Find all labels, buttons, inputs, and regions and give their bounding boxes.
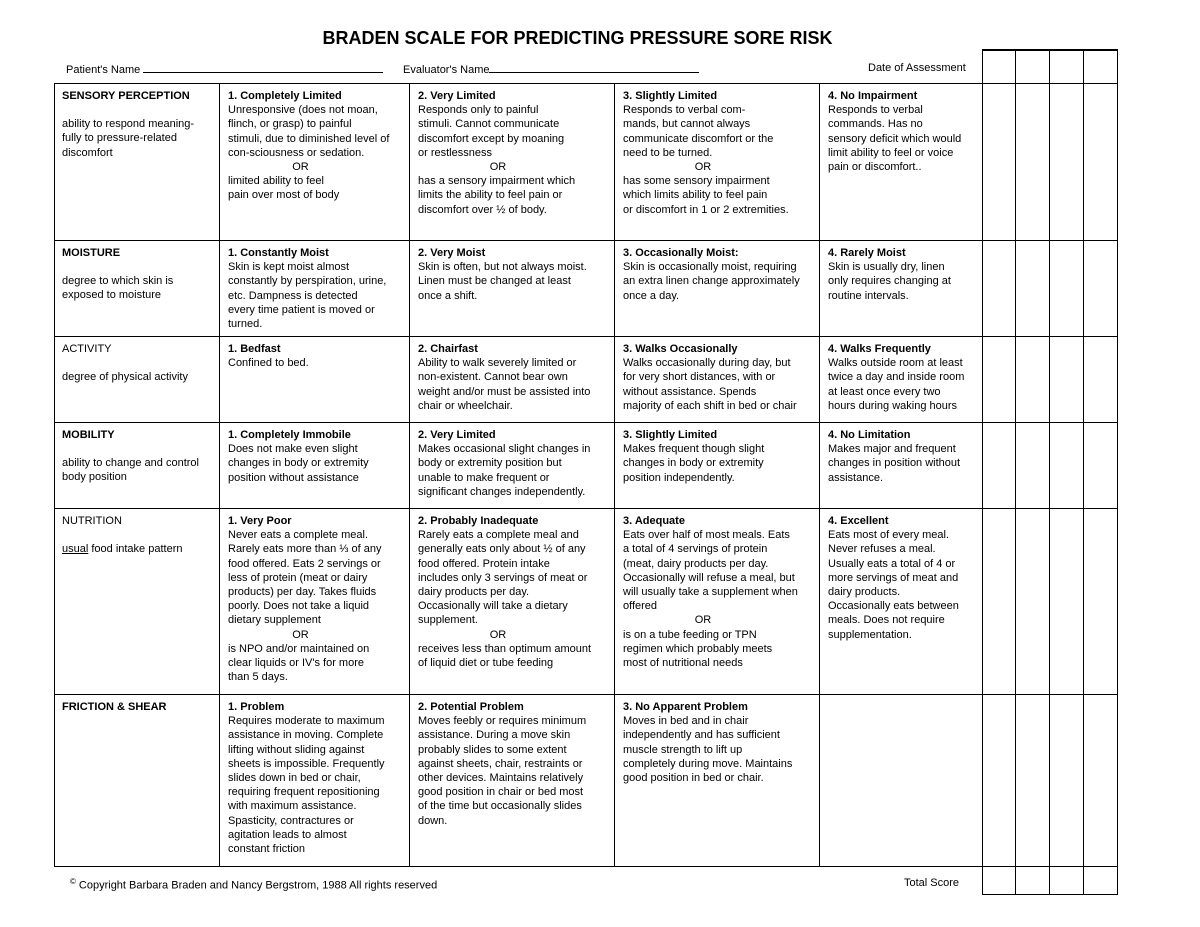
- score-cell[interactable]: [982, 241, 1016, 337]
- level-description-line: limit ability to feel or voice: [828, 146, 954, 159]
- level-description-line: receives less than optimum amount: [418, 642, 592, 655]
- level-title: 2. Very Moist: [418, 247, 486, 259]
- level-description-line: a total of 4 servings of protein: [623, 543, 768, 556]
- level-description-line: Makes major and frequent: [828, 443, 956, 456]
- level-description-line: body or extremity position but: [418, 457, 562, 470]
- level-description-line: which limits ability to feel pain: [623, 189, 768, 202]
- patient-name-label: Patient's Name: [66, 64, 141, 76]
- level-description-line: or restlessness: [418, 146, 492, 159]
- criterion-description-line: fully to pressure-related: [62, 132, 177, 145]
- level-description-line: constantly by perspiration, urine,: [228, 275, 387, 288]
- level-4-nutrition: [820, 509, 983, 695]
- score-columns: [982, 49, 1118, 895]
- level-description-line: independently and has sufficient: [623, 729, 780, 742]
- level-description-line: Confined to bed.: [228, 357, 309, 370]
- level-description-line: offered: [623, 600, 658, 613]
- level-description-line: every time patient is moved or: [228, 303, 375, 316]
- or-separator: OR: [489, 161, 507, 174]
- or-separator: OR: [694, 614, 712, 627]
- copyright-text: Copyright Barbara Braden and Nancy Bergstrom, 1988 All rights reserved: [78, 879, 438, 892]
- level-description-line: Never refuses a meal.: [828, 543, 936, 556]
- level-description-line: Walks outside room at least: [828, 357, 963, 370]
- level-description-line: limited ability to feel: [228, 175, 324, 188]
- level-description-line: of liquid diet or tube feeding: [418, 657, 554, 670]
- level-description-line: is NPO and/or maintained on: [228, 642, 370, 655]
- level-description-line: requiring frequent repositioning: [228, 786, 380, 799]
- patient-name-field[interactable]: [66, 61, 383, 77]
- level-description-line: unable to make frequent or: [418, 471, 550, 484]
- level-description-line: chair or wheelchair.: [418, 399, 513, 412]
- level-2-sensory-perception: [410, 84, 615, 241]
- level-description-line: poorly. Does not take a liquid: [228, 600, 370, 613]
- score-cell[interactable]: [1016, 423, 1050, 509]
- level-description-line: position independently.: [623, 471, 735, 484]
- evaluator-name-line[interactable]: [489, 61, 699, 73]
- patient-name-line[interactable]: [143, 61, 383, 73]
- level-description-line: twice a day and inside room: [828, 371, 965, 384]
- level-description-line: Responds only to painful: [418, 104, 539, 117]
- level-description-line: Occasionally eats between: [828, 600, 959, 613]
- level-description-line: weight and/or must be assisted into: [418, 385, 591, 398]
- level-description-line: includes only 3 servings of meat or: [418, 571, 588, 584]
- level-title: 4. No Limitation: [828, 429, 911, 441]
- criterion-description-line: degree to which skin is: [62, 275, 174, 288]
- or-separator: OR: [489, 628, 507, 641]
- level-description-line: or discomfort in 1 or 2 extremities.: [623, 203, 789, 216]
- level-description-line: Requires moderate to maximum: [228, 715, 385, 728]
- criterion-description: [62, 370, 213, 384]
- level-description-line: pain or discomfort..: [828, 161, 922, 174]
- level-description-line: Never eats a complete meal.: [228, 529, 369, 542]
- level-title: 2. Very Limited: [418, 429, 496, 441]
- level-title: 3. Slightly Limited: [623, 90, 718, 102]
- level-description-line: Rarely eats a complete meal and: [418, 529, 579, 542]
- level-description-line: with maximum assistance.: [228, 800, 357, 813]
- level-title: 2. Very Limited: [418, 90, 496, 102]
- level-description-line: sheets is impossible. Frequently: [228, 757, 385, 770]
- level-description-line: assistance. During a move skin: [418, 729, 571, 742]
- score-cell[interactable]: [1016, 241, 1050, 337]
- level-1-activity: [220, 337, 410, 423]
- level-description-line: assistance in moving. Complete: [228, 729, 384, 742]
- level-description-line: products) per day. Takes fluids: [228, 586, 377, 599]
- date-of-assessment-label: Date of Assessment: [868, 62, 966, 74]
- level-description-line: etc. Dampness is detected: [228, 289, 358, 302]
- level-description-line: stimuli, due to diminished level of: [228, 132, 390, 145]
- level-3-sensory-perception: [615, 84, 820, 241]
- level-description-line: Occasionally will refuse a meal, but: [623, 571, 795, 584]
- level-description-line: Skin is often, but not always moist.: [418, 261, 587, 274]
- level-description-line: will usually take a supplement when: [623, 586, 798, 599]
- level-description-line: Walks occasionally during day, but: [623, 357, 791, 370]
- level-3-mobility: [615, 423, 820, 509]
- level-description-line: commands. Has no: [828, 118, 923, 131]
- total-score-cell[interactable]: [1016, 867, 1050, 895]
- criterion-activity: [55, 337, 220, 423]
- level-4-moisture: [820, 241, 983, 337]
- level-description-line: for very short distances, with or: [623, 371, 776, 384]
- level-description-line: once a shift.: [418, 289, 478, 302]
- level-description-line: only requires changing at: [828, 275, 951, 288]
- level-title: 1. Completely Limited: [228, 90, 342, 102]
- level-2-activity: [410, 337, 615, 423]
- level-description-line: food offered. Protein intake: [418, 557, 550, 570]
- level-title: 3. Adequate: [623, 515, 685, 527]
- score-cell[interactable]: [1084, 84, 1118, 241]
- level-description-line: discomfort over ½ of body.: [418, 203, 547, 216]
- level-2-moisture: [410, 241, 615, 337]
- criterion-description-line: degree of physical activity: [62, 371, 188, 384]
- level-description-line: Responds to verbal com-: [623, 104, 746, 117]
- level-description-line: Makes occasional slight changes in: [418, 443, 591, 456]
- level-description-line: Occasionally will take a dietary: [418, 600, 568, 613]
- level-description-line: is on a tube feeding or TPN: [623, 628, 757, 641]
- criterion-name: ACTIVITY: [62, 343, 112, 355]
- criterion-description: [62, 117, 213, 160]
- level-description-line: Eats over half of most meals. Eats: [623, 529, 790, 542]
- level-description-line: sensory deficit which would: [828, 132, 962, 145]
- level-description-line: Ability to walk severely limited or: [418, 357, 577, 370]
- criterion-nutrition: [55, 509, 220, 695]
- assessment-date-cell[interactable]: [1016, 50, 1050, 84]
- level-description-line: con-sciousness or sedation.: [228, 146, 365, 159]
- level-description-line: completely during move. Maintains: [623, 757, 793, 770]
- level-1-moisture: [220, 241, 410, 337]
- criterion-description-line: ability to change and control: [62, 457, 199, 470]
- level-description-line: once a day.: [623, 289, 680, 302]
- score-cell[interactable]: [1050, 241, 1084, 337]
- level-4-friction-shear: [820, 695, 983, 867]
- level-description-line: flinch, or grasp) to painful: [228, 118, 352, 131]
- evaluator-name-label: Evaluator's Name: [403, 64, 490, 76]
- criterion-mobility: [55, 423, 220, 509]
- criterion-moisture: [55, 241, 220, 337]
- level-1-friction-shear: [220, 695, 410, 867]
- criterion-name: FRICTION & SHEAR: [62, 701, 167, 713]
- criterion-description: [62, 274, 213, 302]
- score-cell[interactable]: [1084, 423, 1118, 509]
- level-title: 2. Chairfast: [418, 343, 478, 355]
- level-1-sensory-perception: [220, 84, 410, 241]
- level-title: 1. Constantly Moist: [228, 247, 329, 259]
- level-description-line: changes in body or extremity: [623, 457, 764, 470]
- level-description-line: need to be turned.: [623, 146, 713, 159]
- level-2-mobility: [410, 423, 615, 509]
- level-description-line: good position in bed or chair.: [623, 772, 764, 785]
- level-4-mobility: [820, 423, 983, 509]
- score-cell[interactable]: [1016, 84, 1050, 241]
- level-description-line: Spasticity, contractures or: [228, 814, 354, 827]
- criterion-name: SENSORY PERCEPTION: [62, 90, 190, 102]
- level-description-line: of the time but occasionally slides: [418, 800, 582, 813]
- score-cell[interactable]: [1084, 241, 1118, 337]
- level-description-line: assistance.: [828, 471, 884, 484]
- score-cell[interactable]: [982, 337, 1016, 423]
- assessment-date-cell[interactable]: [982, 50, 1016, 84]
- criterion-description: [62, 456, 213, 484]
- level-description-line: stimuli. Cannot communicate: [418, 118, 560, 131]
- criterion-description-line: exposed to moisture: [62, 289, 162, 302]
- score-cell[interactable]: [1050, 84, 1084, 241]
- level-description-line: down.: [418, 814, 448, 827]
- score-cell[interactable]: [1084, 695, 1118, 867]
- level-description-line: Unresponsive (does not moan,: [228, 104, 378, 117]
- braden-scale-table: [54, 83, 983, 867]
- level-description-line: routine intervals.: [828, 289, 909, 302]
- score-cell[interactable]: [982, 84, 1016, 241]
- level-title: 1. Problem: [228, 701, 285, 713]
- level-description-line: hours during waking hours: [828, 399, 958, 412]
- level-description-line: food offered. Eats 2 servings or: [228, 557, 381, 570]
- level-2-friction-shear: [410, 695, 615, 867]
- level-description-line: agitation leads to almost: [228, 828, 347, 841]
- level-description-line: regimen which probably meets: [623, 642, 773, 655]
- level-description-line: limits the ability to feel pain or: [418, 189, 563, 202]
- level-description-line: Makes frequent though slight: [623, 443, 765, 456]
- level-description-line: dairy products per day.: [418, 586, 530, 599]
- level-title: 4. Excellent: [828, 515, 889, 527]
- assessment-date-cell[interactable]: [1084, 50, 1118, 84]
- level-description-line: has a sensory impairment which: [418, 175, 576, 188]
- level-description-line: than 5 days.: [228, 671, 288, 684]
- criterion-name: MOBILITY: [62, 429, 115, 441]
- level-3-activity: [615, 337, 820, 423]
- score-cell[interactable]: [982, 695, 1016, 867]
- level-description-line: at least once every two: [828, 385, 941, 398]
- level-description-line: (meat, dairy products per day.: [623, 557, 769, 570]
- level-description-line: meals. Does not require: [828, 614, 945, 627]
- level-description-line: supplement.: [418, 614, 478, 627]
- level-4-activity: [820, 337, 983, 423]
- assessment-date-cell[interactable]: [1050, 50, 1084, 84]
- level-title: 3. No Apparent Problem: [623, 701, 748, 713]
- level-title: 3. Occasionally Moist:: [623, 247, 739, 259]
- level-title: 1. Bedfast: [228, 343, 281, 355]
- criterion-name: MOISTURE: [62, 247, 121, 259]
- level-description-line: Usually eats a total of 4 or: [828, 557, 956, 570]
- level-title: 1. Very Poor: [228, 515, 292, 527]
- level-description-line: turned.: [228, 318, 263, 331]
- level-description-line: dietary supplement: [228, 614, 321, 627]
- level-description-line: communicate discomfort or the: [623, 132, 774, 145]
- level-description-line: Linen must be changed at least: [418, 275, 571, 288]
- level-description-line: Moves feebly or requires minimum: [418, 715, 587, 728]
- or-separator: OR: [694, 161, 712, 174]
- level-title: 4. No Impairment: [828, 90, 918, 102]
- level-4-sensory-perception: [820, 84, 983, 241]
- total-score-cell[interactable]: [1084, 867, 1118, 895]
- level-description-line: mands, but cannot always: [623, 118, 751, 131]
- score-cell[interactable]: [1016, 509, 1050, 695]
- level-description-line: Responds to verbal: [828, 104, 923, 117]
- criterion-sensory-perception: [55, 84, 220, 241]
- level-title: 2. Potential Problem: [418, 701, 524, 713]
- criterion-description-line: body position: [62, 471, 127, 484]
- criterion-friction-shear: [55, 695, 220, 867]
- level-description-line: probably slides to some extent: [418, 743, 567, 756]
- level-description-line: less of protein (meat or dairy: [228, 571, 368, 584]
- criterion-description-text: food intake pattern: [88, 543, 183, 556]
- copyright-symbol: ©: [70, 877, 76, 886]
- level-description-line: clear liquids or IV's for more: [228, 657, 364, 670]
- criterion-description-line: discomfort: [62, 146, 113, 159]
- level-title: 3. Walks Occasionally: [623, 343, 738, 355]
- score-cell[interactable]: [1050, 423, 1084, 509]
- level-description-line: Eats most of every meal.: [828, 529, 950, 542]
- score-cell[interactable]: [1016, 337, 1050, 423]
- level-description-line: slides down in bed or chair,: [228, 772, 361, 785]
- evaluator-name-field[interactable]: [403, 61, 699, 77]
- score-cell[interactable]: [1050, 695, 1084, 867]
- level-description-line: Does not make even slight: [228, 443, 358, 456]
- level-description-line: an extra linen change approximately: [623, 275, 800, 288]
- score-cell[interactable]: [1084, 509, 1118, 695]
- level-description-line: Rarely eats more than ⅓ of any: [228, 543, 382, 556]
- level-title: 1. Completely Immobile: [228, 429, 351, 441]
- total-score-cell[interactable]: [982, 867, 1016, 895]
- level-description-line: muscle strength to lift up: [623, 743, 743, 756]
- level-3-nutrition: [615, 509, 820, 695]
- or-separator: OR: [292, 628, 309, 641]
- level-description-line: discomfort except by moaning: [418, 132, 565, 145]
- level-description-line: changes in body or extremity: [228, 457, 369, 470]
- level-description-line: without assistance. Spends: [623, 385, 757, 398]
- level-1-mobility: [220, 423, 410, 509]
- level-title: 2. Probably Inadequate: [418, 515, 539, 527]
- level-description-line: more servings of meat and: [828, 571, 959, 584]
- level-description-line: has some sensory impairment: [623, 175, 770, 188]
- level-description-line: pain over most of body: [228, 189, 340, 202]
- level-description-line: supplementation.: [828, 628, 912, 641]
- level-description-line: significant changes independently.: [418, 485, 586, 498]
- criterion-description: [62, 542, 213, 556]
- score-cell[interactable]: [1084, 337, 1118, 423]
- level-description-line: other devices. Maintains relatively: [418, 772, 584, 785]
- score-cell[interactable]: [1050, 509, 1084, 695]
- level-description-line: changes in position without: [828, 457, 961, 470]
- level-description-line: Skin is kept moist almost: [228, 261, 350, 274]
- level-description-line: majority of each shift in bed or chair: [623, 399, 797, 412]
- level-title: 3. Slightly Limited: [623, 429, 718, 441]
- total-score-cell[interactable]: [1050, 867, 1084, 895]
- level-3-moisture: [615, 241, 820, 337]
- total-score-label: Total Score: [904, 877, 960, 889]
- score-cell[interactable]: [982, 509, 1016, 695]
- criterion-name: NUTRITION: [62, 515, 122, 527]
- level-description-line: generally eats only about ½ of any: [418, 543, 586, 556]
- level-description-line: constant friction: [228, 843, 306, 856]
- level-description-line: position without assistance: [228, 471, 359, 484]
- level-description-line: Skin is occasionally moist, requiring: [623, 261, 797, 274]
- level-3-friction-shear: [615, 695, 820, 867]
- score-cell[interactable]: [1016, 695, 1050, 867]
- level-description-line: Moves in bed and in chair: [623, 715, 749, 728]
- score-cell[interactable]: [982, 423, 1016, 509]
- level-1-nutrition: [220, 509, 410, 695]
- page-title: BRADEN SCALE FOR PREDICTING PRESSURE SORE RISK: [322, 28, 833, 48]
- level-2-nutrition: [410, 509, 615, 695]
- score-cell[interactable]: [1050, 337, 1084, 423]
- or-separator: OR: [292, 161, 309, 174]
- level-description-line: lifting without sliding against: [228, 743, 365, 756]
- level-title: 4. Rarely Moist: [828, 247, 906, 259]
- level-description-line: dairy products.: [828, 586, 901, 599]
- criterion-description-line: ability to respond meaning-: [62, 118, 195, 131]
- level-description-line: non-existent. Cannot bear own: [418, 371, 568, 384]
- level-description-line: Skin is usually dry, linen: [828, 261, 945, 274]
- level-description-line: against sheets, chair, restraints or: [418, 757, 583, 770]
- criterion-description-underlined: usual: [62, 543, 89, 556]
- level-description-line: good position in chair or bed most: [418, 786, 584, 799]
- copyright-notice: [70, 877, 437, 892]
- level-title: 4. Walks Frequently: [828, 343, 931, 355]
- level-description-line: most of nutritional needs: [623, 657, 743, 670]
